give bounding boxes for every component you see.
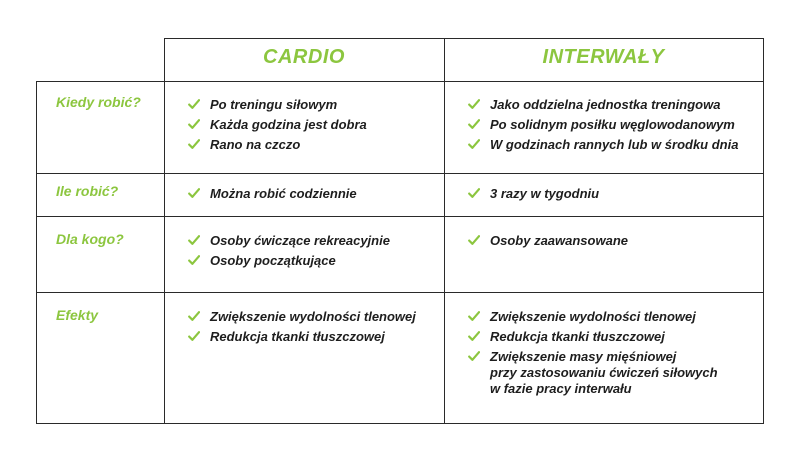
column-header-cardio: CARDIO [263, 46, 345, 68]
row-header-ile: Ile robić? [56, 183, 119, 199]
row-header-efekty: Efekty [56, 307, 99, 323]
column-divider [164, 38, 165, 424]
list-item [188, 117, 367, 133]
list-item-text: 3 razy w tygodniu [490, 186, 600, 201]
check-icon [468, 118, 480, 130]
column-header-interwaly: INTERWAŁY [542, 46, 665, 68]
list-item [468, 137, 738, 153]
list-item [468, 329, 718, 345]
list-item-text: Redukcja tkanki tłuszczowej [490, 329, 665, 344]
cell-kiedy-interwaly [468, 97, 738, 157]
list-item [468, 186, 599, 202]
table-border-bottom [36, 423, 764, 424]
list-item-text: Po treningu siłowym [210, 97, 338, 112]
list-item [188, 309, 416, 325]
list-item-text: Rano na czczo [210, 137, 301, 152]
cell-efekty-cardio [188, 309, 416, 349]
list-item-text: Po solidnym posiłku węglowodanowym [490, 117, 735, 132]
row-header-dla-kogo: Dla kogo? [56, 231, 124, 247]
check-icon [468, 187, 480, 199]
list-item [468, 233, 628, 249]
table-border-top [164, 38, 764, 39]
check-icon [188, 187, 200, 199]
check-icon [188, 330, 200, 342]
check-icon [468, 330, 480, 342]
list-item-text: Jako oddzielna jednostka treningowa [490, 97, 721, 112]
column-divider [444, 38, 445, 424]
row-divider [36, 81, 764, 82]
list-item-text: W godzinach rannych lub w środku dnia [490, 137, 739, 152]
cell-dla-kogo-cardio [188, 233, 390, 273]
list-item-text: Osoby zaawansowane [490, 233, 628, 248]
check-icon [188, 98, 200, 110]
list-item-text: Zwiększenie wydolności tlenowej [210, 309, 416, 324]
list-item-text: Osoby początkujące [210, 253, 336, 268]
list-item [188, 186, 357, 202]
list-item [188, 137, 367, 153]
list-item [188, 329, 416, 345]
check-icon [468, 138, 480, 150]
list-item-text: Zwiększenie wydolności tlenowej [490, 309, 696, 324]
list-item [188, 97, 367, 113]
check-icon [188, 118, 200, 130]
list-item [188, 233, 390, 249]
list-item [468, 97, 738, 113]
cell-ile-interwaly [468, 186, 599, 206]
row-divider [36, 292, 764, 293]
cell-ile-cardio [188, 186, 357, 206]
cell-kiedy-cardio [188, 97, 367, 157]
check-icon [468, 234, 480, 246]
list-item [188, 253, 390, 269]
check-icon [188, 234, 200, 246]
cell-efekty-interwaly [468, 309, 718, 401]
check-icon [188, 254, 200, 266]
cell-dla-kogo-interwaly [468, 233, 628, 253]
list-item-text: Każda godzina jest dobra [210, 117, 367, 132]
check-icon [468, 98, 480, 110]
row-divider [36, 216, 764, 217]
list-item [468, 349, 718, 397]
list-item-text: Można robić codziennie [210, 186, 357, 201]
list-item-text: Osoby ćwiczące rekreacyjnie [210, 233, 390, 248]
row-header-kiedy: Kiedy robić? [56, 94, 141, 110]
check-icon [468, 350, 480, 362]
check-icon [468, 310, 480, 322]
check-icon [188, 310, 200, 322]
row-divider [36, 173, 764, 174]
list-item-text: Redukcja tkanki tłuszczowej [210, 329, 385, 344]
list-item [468, 309, 718, 325]
table-border-right [763, 38, 764, 424]
check-icon [188, 138, 200, 150]
list-item [468, 117, 738, 133]
table-border-left [36, 81, 37, 424]
list-item-text: Zwiększenie masy mięśniowej przy zastosowaniu ćwiczeń siłowych w fazie pracy interwału [490, 349, 718, 396]
